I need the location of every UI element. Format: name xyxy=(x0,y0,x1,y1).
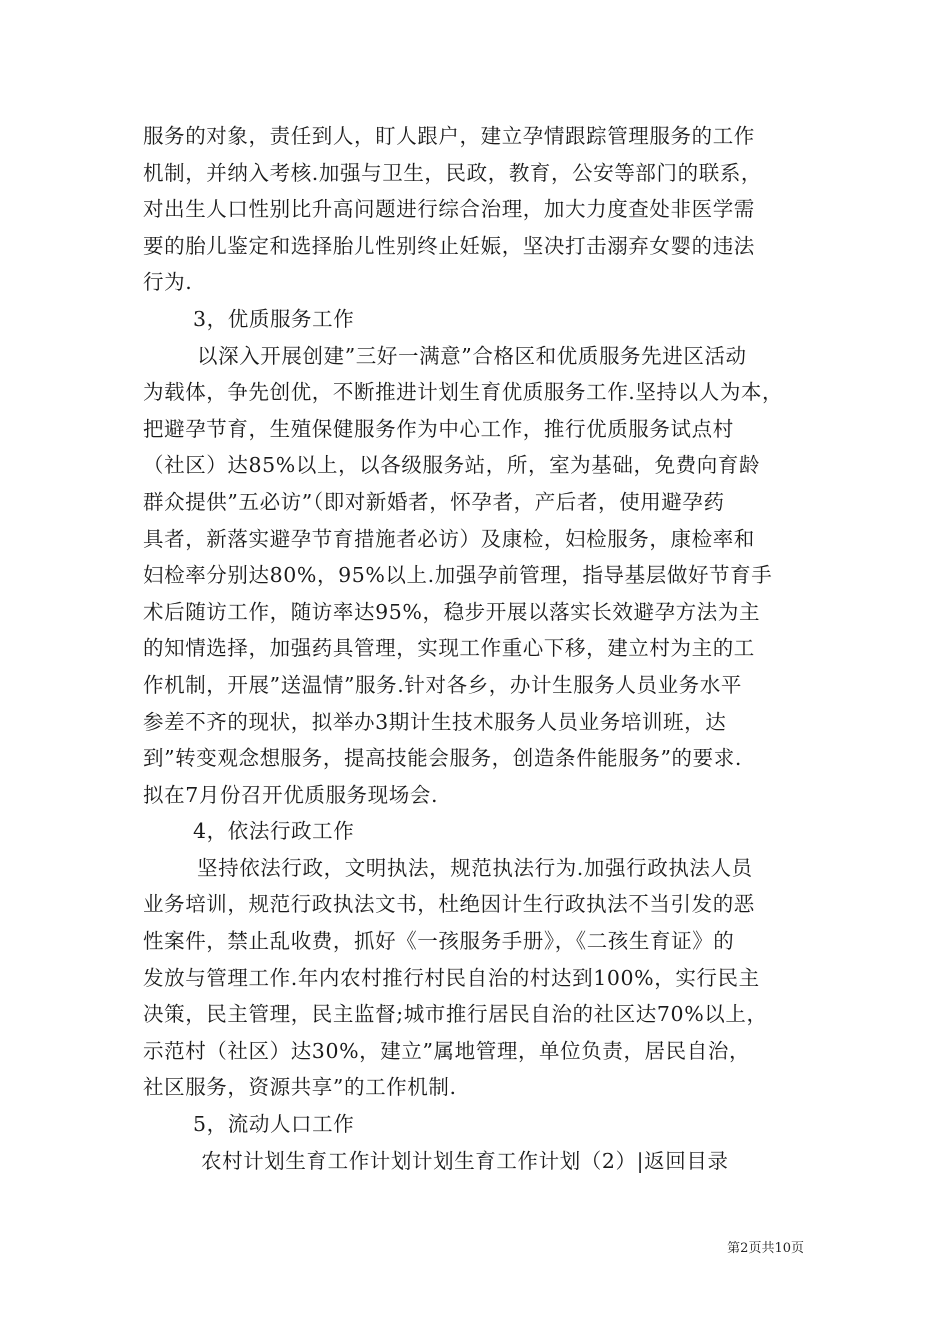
paragraph-line: 群众提供”五必访”（即对新婚者，怀孕者，产后者，使用避孕药 xyxy=(143,489,725,514)
paragraph-line: （社区）达85%以上，以各级服务站，所，室为基础，免费向育龄 xyxy=(143,453,761,478)
paragraph-line: 把避孕节育，生殖保健服务作为中心工作，推行优质服务试点村 xyxy=(143,416,734,441)
body-text xyxy=(143,118,833,1179)
paragraph-line: 决策，民主管理，民主监督;城市推行居民自治的社区达70%以上， xyxy=(143,1002,768,1027)
paragraph-line: 术后随访工作，随访率达95%，稳步开展以落实长效避孕方法为主 xyxy=(143,599,761,624)
paragraph-line: 拟在7月份召开优质服务现场会. xyxy=(143,782,439,807)
section-heading: 3，优质服务工作 xyxy=(193,306,355,331)
paragraph-line: 要的胎儿鉴定和选择胎儿性别终止妊娠，坚决打击溺弃女婴的违法 xyxy=(143,233,755,258)
paragraph-line: 社区服务，资源共享”的工作机制. xyxy=(143,1075,457,1100)
paragraph-line: 妇检率分别达80%，95%以上.加强孕前管理，指导基层做好节育手 xyxy=(143,563,773,588)
section-heading: 4，依法行政工作 xyxy=(193,819,355,844)
paragraph-line: 发放与管理工作.年内农村推行村民自治的村达到100%，实行民主 xyxy=(143,965,760,990)
toc-separator: | xyxy=(636,1148,645,1173)
paragraph-line: 为载体，争先创优，不断推进计划生育优质服务工作.坚持以人为本， xyxy=(143,380,784,405)
toc-title: 农村计划生育工作计划计划生育工作计划（2） xyxy=(201,1148,637,1173)
paragraph-line: 的知情选择，加强药具管理，实现工作重心下移，建立村为主的工 xyxy=(143,636,755,661)
paragraph-line: 参差不齐的现状，拟举办3期计生技术服务人员业务培训班，达 xyxy=(143,709,727,734)
paragraph-line: 业务培训，规范行政执法文书，杜绝因计生行政执法不当引发的恶 xyxy=(143,892,755,917)
paragraph-line: 作机制，开展”送温情”服务.针对各乡，办计生服务人员业务水平 xyxy=(143,672,742,697)
paragraph-line: 到”转变观念想服务，提高技能会服务，创造条件能服务”的要求. xyxy=(143,746,742,771)
paragraph-line: 机制，并纳入考核.加强与卫生，民政，教育，公安等部门的联系， xyxy=(143,160,763,185)
paragraph-line: 服务的对象，责任到人，盯人跟户，建立孕情跟踪管理服务的工作 xyxy=(143,124,755,148)
page-number: 第2页共10页 xyxy=(727,1241,804,1256)
section-heading: 5，流动人口工作 xyxy=(193,1112,355,1137)
back-to-toc-link[interactable]: 返回目录 xyxy=(644,1148,729,1173)
paragraph-line: 示范村（社区）达30%，建立”属地管理，单位负责，居民自治， xyxy=(143,1038,751,1063)
toc-line xyxy=(143,1143,833,1180)
paragraph-line: 以深入开展创建”三好一满意”合格区和优质服务先进区活动 xyxy=(197,343,747,368)
paragraph-line: 行为. xyxy=(143,270,193,295)
paragraph-line: 具者，新落实避孕节育措施者必访）及康检，妇检服务，康检率和 xyxy=(143,526,755,551)
paragraph-line: 对出生人口性别比升高问题进行综合治理，加大力度查处非医学需 xyxy=(143,197,755,222)
paragraph-line: 性案件，禁止乱收费，抓好《一孩服务手册》，《二孩生育证》的 xyxy=(143,929,735,954)
paragraph-line: 坚持依法行政，文明执法，规范执法行为.加强行政执法人员 xyxy=(197,855,753,880)
